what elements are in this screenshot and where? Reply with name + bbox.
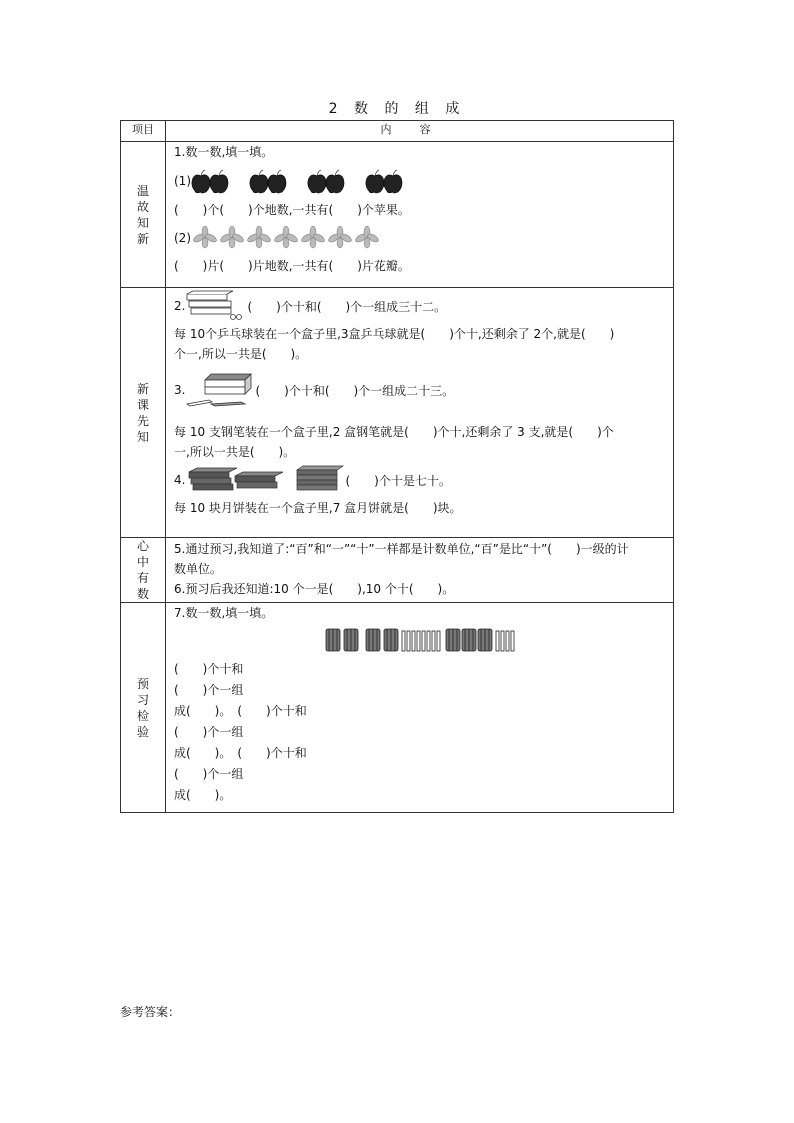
q7-line: ( )个十和 (174, 662, 244, 676)
q1-sub1-prefix: (1) (174, 174, 191, 188)
section-label: 心中有数 (136, 539, 149, 601)
q7-line: 成( )。 ( )个十和 (174, 746, 307, 760)
preview-table (120, 120, 674, 813)
section-new-lesson (121, 288, 674, 538)
section-label: 预习检验 (136, 676, 149, 739)
q4-line2: 每 10 块月饼装在一个盒子里,7 盒月饼就是( )块。 (174, 501, 462, 515)
section-label: 温故知新 (136, 183, 149, 246)
q4-prefix: 4. (174, 473, 186, 487)
q2-line2: 每 10个乒乓球装在一个盒子里,3盒乒乓球就是( )个十,还剩余了 2个,就是( ) (174, 327, 615, 341)
q3-line1: ( )个十和( )个一组成二十三。 (255, 383, 455, 398)
q4-line1: ( )个十是七十。 (345, 473, 451, 488)
q6-line1: 6.预习后我还知道:10 个一是( ),10 个十( )。 (174, 582, 455, 596)
q2-prefix: 2. (174, 299, 186, 313)
q1-sub1-answer: ( )个( )个地数,一共有( )个苹果。 (174, 203, 410, 217)
mooncake-box-icon (185, 464, 345, 496)
q1-sub2-answer: ( )片( )片地数,一共有( )片花瓣。 (174, 259, 410, 273)
apple-icon (191, 168, 431, 194)
q7-heading: 7.数一数,填一填。 (174, 606, 274, 620)
header-project: 项目 (121, 121, 166, 142)
header-content: 内容 (166, 121, 674, 142)
stick-bundle-icon (324, 625, 520, 653)
q3-prefix: 3. (174, 383, 186, 397)
q7-line: 成( )。 ( )个十和 (174, 704, 307, 718)
section-check (121, 603, 674, 813)
page-title: 2 数 的 组 成 (328, 101, 466, 117)
q7-line: 成( )。 (174, 788, 232, 802)
flower-group (191, 226, 391, 250)
q7-line: ( )个一组 (174, 683, 244, 697)
section-know (121, 538, 674, 603)
q1-sub2-prefix: (2) (174, 231, 191, 245)
q5-line2: 数单位。 (174, 562, 223, 576)
section-review (121, 142, 674, 288)
q3-line2: 每 10 支钢笔装在一个盒子里,2 盒钢笔就是( )个十,还剩余了 3 支,就是( )个 (174, 425, 614, 439)
apple-group (191, 168, 431, 194)
q1-heading: 1.数一数,填一填。 (174, 145, 274, 159)
pen-box-icon (185, 370, 255, 410)
section-label: 新课先知 (136, 381, 149, 444)
q3-line3: 一,所以一共是( )。 (174, 445, 296, 459)
q5-line1: 5.通过预习,我知道了:“百”和“一”“十”一样都是计数单位,“百”是比“十”( )一级的计 (174, 542, 629, 556)
table-header-row (121, 121, 674, 142)
flower-icon (191, 226, 391, 250)
pingpong-box-icon (185, 290, 247, 322)
q2-line1: ( )个十和( )个一组成三十二。 (247, 299, 447, 314)
q7-line: ( )个一组 (174, 767, 244, 781)
q2-line3: 个一,所以一共是( )。 (174, 347, 308, 361)
answers-label: 参考答案： (120, 1005, 181, 1019)
q7-line: ( )个一组 (174, 725, 244, 739)
